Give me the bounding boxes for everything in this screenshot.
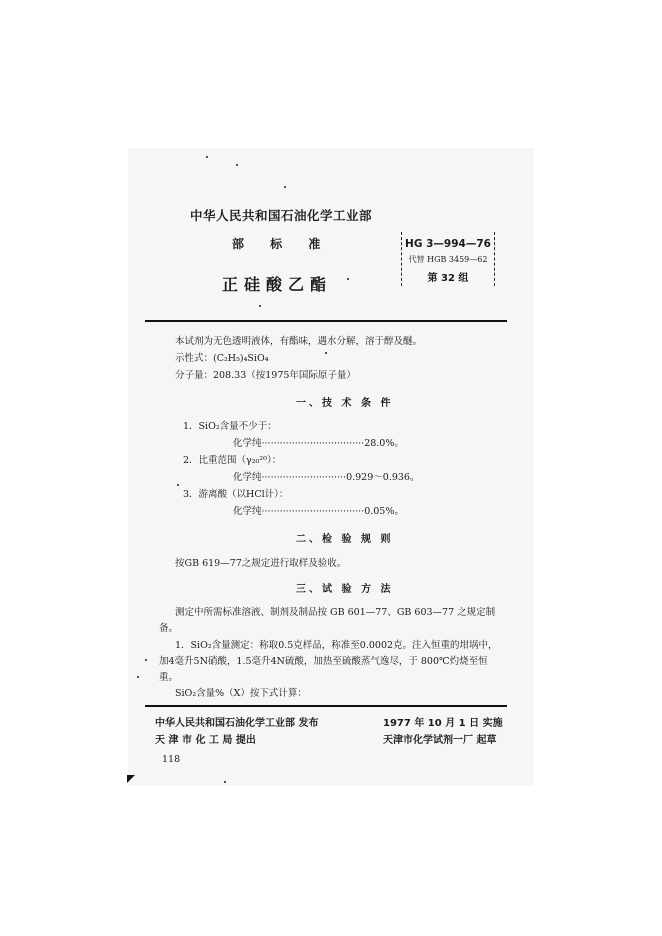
group-number: 第 32 组 xyxy=(427,273,469,284)
method-paragraph-line: 备。 xyxy=(159,623,179,634)
document-title: 正硅酸乙酯 xyxy=(222,275,333,294)
item-spec-line xyxy=(233,435,404,449)
scan-speck xyxy=(145,659,147,661)
item-label: 3．游离酸（以HCl计）： xyxy=(183,489,289,500)
item-label: 1．SiO₂含量不少于： xyxy=(183,421,277,432)
inspection-text: 按GB 619—77之规定进行取样及验收。 xyxy=(175,558,347,569)
item-grade: 化学纯 xyxy=(233,438,262,449)
section-heading-inspection: 二、检 验 规 则 xyxy=(296,534,394,545)
ministry-name: 中华人民共和国石油化学工业部 xyxy=(190,208,373,223)
drafter: 天津市化学试剂一厂 起草 xyxy=(383,735,497,746)
leader-dots: ·································· xyxy=(261,438,365,449)
formula-line xyxy=(175,350,269,364)
molecular-weight-line xyxy=(175,367,356,381)
leader-dots: ···························· xyxy=(261,472,347,483)
standard-code-box xyxy=(401,232,495,286)
formula-label: 示性式： xyxy=(175,353,214,364)
footer-rule xyxy=(145,705,507,707)
section-heading-technical: 一、技 术 条 件 xyxy=(296,398,394,409)
page-number: 118 xyxy=(162,754,181,765)
item-grade: 化学纯 xyxy=(233,472,262,483)
scan-speck xyxy=(206,156,208,158)
method-paragraph-line: 1．SiO₂含量测定：称取0.5克样品，称准至0.0002克。注入恒重的坩埚中， xyxy=(175,640,498,651)
issuer: 中华人民共和国石油化学工业部 发布 xyxy=(155,718,319,729)
standard-type: 部 标 准 xyxy=(232,237,321,251)
corner-mark xyxy=(127,775,135,783)
scan-speck xyxy=(236,164,238,166)
item-value: 0.929～0.936。 xyxy=(346,472,420,483)
item-spec-line xyxy=(233,469,419,483)
scan-speck xyxy=(224,781,226,783)
formula: (C₂H₅)₄SiO₄ xyxy=(213,353,269,364)
header-rule xyxy=(145,320,507,322)
item-label: 2．比重范围（γ₂₀²⁰）： xyxy=(183,455,282,466)
mw-value: 208.33（按1975年国际原子量） xyxy=(213,370,356,381)
scan-speck xyxy=(137,676,139,678)
standard-code: HG 3—994—76 xyxy=(405,238,491,250)
scan-speck xyxy=(347,278,349,280)
effective-date: 1977 年 10 月 1 日 实施 xyxy=(383,718,503,729)
replaces-code: 代替 HGB 3459—62 xyxy=(408,255,488,264)
method-paragraph-line: 测定中所需标准溶液、制剂及制品按 GB 601—77、GB 603—77 之规定制 xyxy=(175,607,496,618)
item-value: 0.05%。 xyxy=(364,506,404,517)
method-paragraph-line: 加4毫升5N硝酸，1.5毫升4N硫酸，加热至硫酸蒸气逸尽，于 800℃灼烧至恒 xyxy=(159,656,488,667)
mw-label: 分子量： xyxy=(175,370,214,381)
item-value: 28.0%。 xyxy=(364,438,404,449)
proposer: 天 津 市 化 工 局 提出 xyxy=(155,735,256,746)
scan-speck xyxy=(259,305,261,307)
section-heading-method: 三、试 验 方 法 xyxy=(296,584,394,595)
description: 本试剂为无色透明液体，有酯味，遇水分解，溶于醇及醚。 xyxy=(175,336,423,347)
method-paragraph-line: 重。 xyxy=(159,672,179,683)
scan-speck xyxy=(284,186,286,188)
leader-dots: ·································· xyxy=(261,506,365,517)
item-spec-line xyxy=(233,503,404,517)
scan-speck xyxy=(325,352,327,354)
scan-speck xyxy=(177,484,179,486)
formula-intro: SiO₂含量%（X）按下式计算： xyxy=(175,688,307,699)
item-grade: 化学纯 xyxy=(233,506,262,517)
